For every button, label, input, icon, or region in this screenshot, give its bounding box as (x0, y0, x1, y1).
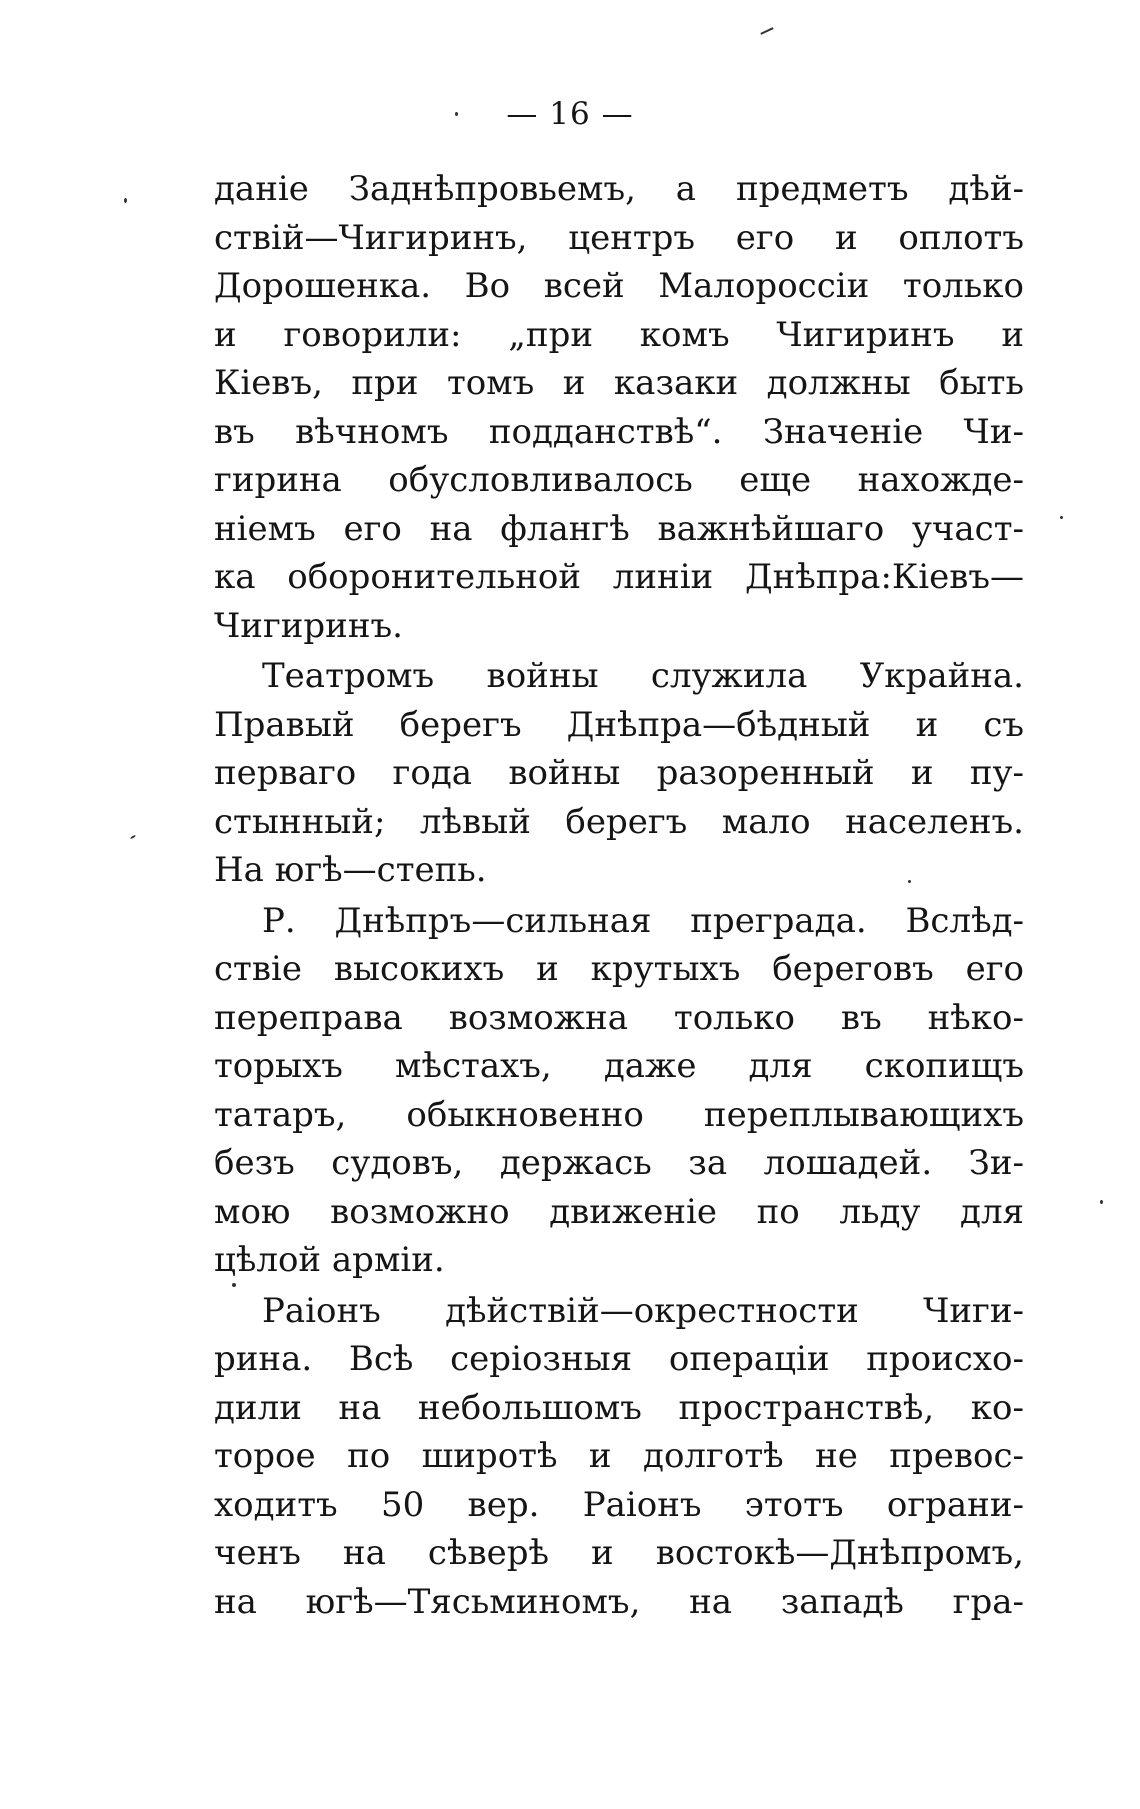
text-line: Раіонъ дѣйствій—окрестности Чиги- (262, 1290, 1024, 1331)
text-line: ствій—Чигиринъ, центръ его и оплотъ (214, 217, 1024, 258)
text-line: Кіевъ, при томъ и казаки должны быть (214, 363, 1024, 403)
text-line: дили на небольшомъ пространствѣ, ко- (214, 1387, 1024, 1428)
paragraph-2 (214, 652, 1024, 895)
scan-speck (455, 112, 458, 116)
text-line: цѣлой арміи. (214, 1240, 445, 1280)
paragraph-4 (214, 1287, 1024, 1627)
text-line: перваго года войны разоренный и пу- (214, 753, 1024, 793)
text-line: Правый берегъ Днѣпра—бѣдный и съ (214, 704, 1024, 745)
text-line: На югѣ—степь. (214, 850, 487, 890)
scan-speck (124, 198, 127, 203)
text-line: переправа возможна только въ нѣко- (214, 997, 1024, 1038)
text-line: ніемъ его на флангѣ важнѣйшаго участ- (214, 508, 1024, 549)
text-line: стынный; лѣвый берегъ мало населенъ. (214, 801, 1024, 842)
text-line: ченъ на сѣверѣ и востокѣ—Днѣпромъ, (214, 1533, 1024, 1573)
text-line: Р. Днѣпръ—сильная преграда. Вслѣд- (262, 900, 1024, 941)
text-line: торыхъ мѣстахъ, даже для скопищъ (214, 1046, 1024, 1086)
text-line: въ вѣчномъ подданствѣ“. Значеніе Чи- (214, 411, 1024, 452)
text-line: безъ судовъ, держась за лошадей. Зи- (214, 1143, 1024, 1183)
body-text (214, 165, 1024, 1626)
text-line: Чигиринъ. (214, 605, 403, 646)
text-line: на югѣ—Тясьминомъ, на западѣ гра- (214, 1581, 1024, 1622)
scan-speck (1060, 516, 1063, 519)
scan-speck (1100, 1200, 1103, 1204)
scan-speck (232, 1283, 236, 1287)
text-line: ходитъ 50 вер. Раіонъ этотъ ограни- (214, 1484, 1024, 1525)
text-line: гирина обусловливалось еще нахожде- (214, 460, 1024, 500)
text-line: торое по широтѣ и долготѣ не превос- (214, 1436, 1024, 1476)
text-line: мою возможно движеніе по льду для (214, 1191, 1024, 1232)
text-line: татаръ, обыкновенно переплывающихъ (214, 1094, 1024, 1135)
paragraph-3 (214, 897, 1024, 1285)
text-line: ка оборонительной линіи Днѣпра:Кіевъ— (214, 557, 1024, 597)
text-line: и говорили: „при комъ Чигиринъ и (214, 314, 1024, 355)
paragraph-1 (214, 165, 1024, 650)
text-line: Театромъ войны служила Украйна. (262, 656, 1024, 696)
page-number: — 16 — (506, 96, 634, 132)
scan-speck (908, 880, 911, 883)
text-line: ствіе высокихъ и крутыхъ береговъ его (214, 949, 1024, 989)
scan-speck (760, 27, 774, 35)
scan-speck (130, 835, 136, 840)
text-line: даніе Заднѣпровьемъ, а предметъ дѣй- (214, 169, 1024, 209)
text-line: Дорошенка. Во всей Малороссіи только (214, 266, 1024, 306)
text-line: рина. Всѣ серіозныя операціи происхо- (214, 1339, 1024, 1379)
